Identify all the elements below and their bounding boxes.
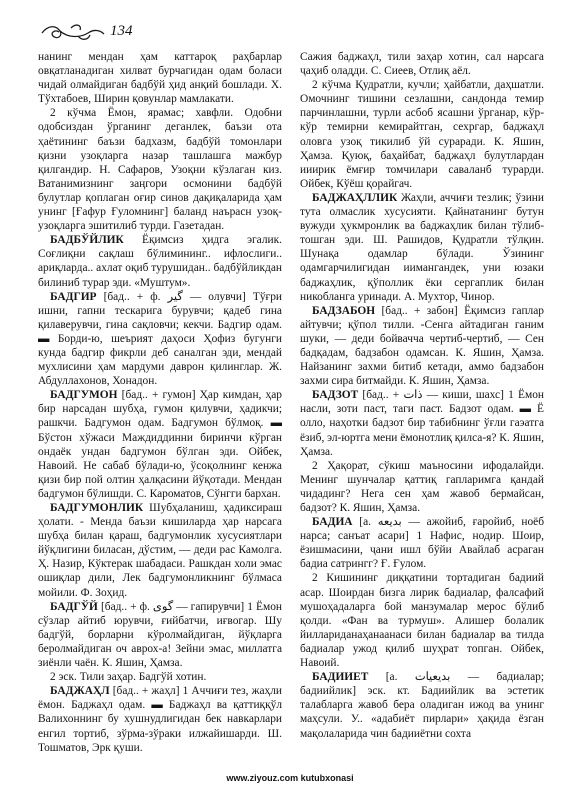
dictionary-entry [300,191,544,304]
entry-headword: БАДЖАҲЛ [50,685,110,698]
entry-headword: БАДБЎЙЛИК [50,234,124,247]
dictionary-entry [38,50,282,106]
left-column [38,50,282,755]
right-column [300,50,544,741]
entry-text: 2 Кишининг диққатини тортадиган бадиий асар. Шоирдан бизга лирик бадиалар, фалсафий мушоҳадаларга бой манзумалар мерос бўлиб қолди. «Фан ва турмуш». Алишер болалик йиллариданаҳанаанаси билан бадиалар ва тилда бадиалар ужод қилиб шуҳрат топган. Ойбек, Навоий. [300,572,544,670]
entry-headword: БАДЗОТ [312,389,359,402]
entry-text: [бад.. + забон] Ёқимсиз гаплар айтувчи; қўпол тилли. -Сенга айтадиган ганим шуки, — деди бойвачча чертиб-чертиб, — Сен бадқадам, бадзабон одамсан. К. Яшин, Ҳамза. Найзанинг захми битиб кетади, аммо бадзабон захми сира битмайди. К. Яшин, Ҳамза. [300,304,544,388]
dictionary-entry [300,459,544,515]
dictionary-entry [38,670,282,684]
entry-text: [бад.. + ذات — киши, шахс] 1 Ёмон насли, зоти паст, таги паст. Бадзот одам. ▬ Ё олло, наҳотки бадзот бир табибнинг ўғли гаэатга ёзиб, эл-юртга мени ёмонотлиқ қилса-я? К. Яшин, Ҳамза. [300,389,544,458]
entry-text: 2 кўчма Ёмон, ярамас; хавфли. Одобни одобсиздан ўрганинг деганлек, баъзи ота ҳаётининг баъзи бадхазм, бадбўй томонлари қизни узоқларга назар ташлашга мажбур қилгандир. Н. Сафаров, Узоқни кўзлаган киз. Ватанимизнинг заңгори осмонини бадбўй булутлар қоплаган оғир синов дақиқаларида ҳам унинг [Ғафур Ғуломнинг] баланд наърасн узоқ-узоқларга эшитилиб турди. Газетадан. [38,107,282,233]
page-header [38,22,558,44]
dictionary-entry [300,515,544,571]
dictionary-entry [300,571,544,670]
dictionary-entry [38,106,282,233]
entry-headword: БАДЖАҲЛЛИК [312,191,398,204]
entry-text: Сажия баджаҳл, тили заҳар хотин, сал нарсага ҷаҳиб оладди. С. Сиеев, Отлиқ аёл. [300,51,544,78]
entry-text: [а. بدیعیات — бадиалар; бадиийлик] эск. кт. Бадиийлик ва эстетик талабларга жавоб бера оладиган ижод ва унинг маҳсули. У.. «адабиёт пирлари» ҳақида ёзган мақолаларида чин бадииётни сохта [300,671,544,740]
entry-text: [а. بدیعه — ажойиб, ғаройиб, ноёб нарса; санъат асари] 1 Нафис, нодир. Шоир, ёзишмасини, ҷани ишл бўйи Авайлаб асраган бадиа сатрингг? Ғ. Ғулом. [300,516,544,571]
entry-text: 2 Ҳақорат, сўкиш маъносини ифодалайди. Менинг шунчалар қаттиқ гапларимга қандай чидадинг? Нега сен ҳам жавоб бермайсан, бадзот? К. Яшин, Ҳамза. [300,459,544,514]
entry-text: Шубҳаланиш, ҳадиксираш ҳолати. - Менда баъзи кишиларда ҳар нарсага шубҳа билан қараш, бадгумонлик хусусиятлари йўқлигини биласан, дўстим, — деди рас Камолга. Ҳ. Назир, Кўктерак шабадаси. Рашкдан холи эмас ошиқлар дили, Лек бадгумонликнинг бўлмаса мойили. Ф. Зоҳид. [38,502,282,599]
entry-headword: БАДИИЕТ [312,671,369,684]
entry-headword: БАДГУМОН [50,389,118,402]
entry-text: Жаҳли, аччиғи тезлик; ўзини тута олмаслик хусусияти. Қайнатанинг бутун вужуди ҳукмронлик ва баджаҳлик билан тўлиб-тошган эди. Ш. Рашидов, Қудратли тўлқин. Шунақа одамлар бўлади. Ўзининг одамгарчилигидан иимангандек, уни юзаки баджаҳлик, қўполлик ёки сергаплик билан никобланга уринади. А. Мухтор, Чинор. [300,191,544,303]
dictionary-entry [38,684,282,754]
entry-text: Ёқимсиз ҳидга эгалик. Соғлиқни сақлаш бўлимининг.. ифлослиги.. ариқларда.. ахлат оқиб турушидан.. бадбўйликдан билиниб турар эди. «Муштум». [38,234,282,289]
dictionary-entry [38,501,282,600]
page-footer: www.ziyouz.com kutubxonasi [226,773,354,783]
entry-text: нанинг мендан ҳам каттароқ раҳбарлар овқатланадиган хилват бурчагидан одам боласи чидай олмайдиган бадбўй ҳид анқий бошлади. Х. Тўхтабоев, Ширин қовунлар мамлакати. [38,51,282,106]
dictionary-entry [38,233,282,289]
entry-text: [бад.. + гумон] Ҳар кимдан, ҳар бир нарсадан шубҳа, гумон қилувчи, ҳадикчи; рашкчи. Бадгумон одам. Бадгумон бўлмоқ. ▬ Бўстон хўжаси Маждиддинни биринчи кўрган ондаёк ундан бадгумон бўлган эди. Ойбек, Навоий. Не сабаб бўлади-ю, ўсоқолнинг кенжа қизи бир пой олтин ҳалқасини йўқотади. Мендан бадгумон бўлишди. С. Кароматов, Сўнгги бархан. [38,389,282,500]
dictionary-entry [300,670,544,740]
dictionary-entry [300,50,544,78]
entry-text: 2 эск. Тили заҳар. Бадгўй хотин. [50,671,207,684]
dictionary-entry [38,388,282,501]
dictionary-entry [300,388,544,458]
entry-headword: БАДГИР [50,290,97,303]
dictionary-entry [300,304,544,389]
dictionary-entry [300,78,544,191]
entry-text: [бад.. + ф. گیر — олувчи] Тўғри ишни, гапни тескарига бурувчи; қадеб гина қилаверувчи, гина сақловчи; кекчи. Бадгир одам. ▬ Борди-ю, шеърият даҳоси Ҳофиз бугунги кунда бадгир фикрли деб саналган эди, мендай мухлисини ҳам мардуми даврон қилинглар. Ж. Абдуллахонов, Хонадон. [38,290,282,388]
entry-text: [бад.. + жаҳл] 1 Аччиғи тез, жаҳли ёмон. Баджаҳл одам. ▬ Баджаҳл ва қаттиққўл Валихоннинг бу хушнудлигидан бек навкарлари енгил тортиб, зўрма-зўраки илжайишарди. Ш. Тошматов, Эрк қуши. [38,685,282,754]
flourish-ornament-icon [38,22,108,44]
dictionary-entry [38,600,282,670]
dictionary-entry [38,290,282,389]
entry-text: 2 кўчма Қудратли, кучли; ҳайбатли, даҳшатли. Омочнинг тишини сезлашни, сандонда темир парчинлашни, турли асбоб ясашни ўрганар, кўр-кўр темирни кемирайтган, сехргар, баджаҳл оловга узоқ тикилиб ўй сураради. К. Яшин, Ҳамза. Қуюқ, баҳайбат, баджаҳл булутлардан ииирик ёмғир томчилари саваланб турарди. Ойбек, Кўёш қорайгач. [300,79,544,190]
entry-headword: БАДЗАБОН [312,304,376,317]
entry-headword: БАДГЎЙ [50,600,98,613]
entry-headword: БАДГУМОНЛИК [50,502,144,514]
page-number: 134 [110,23,133,39]
entry-text: [бад.. + ф. گوی — гапирувчи] 1 Ёмон сўзлар айтиб юрувчи, ғийбатчи, иғвогар. Шу бадгўй, борларни кўролмайдиган, йўқларга беролмайдиган оч аврох-а! Зейни эмас, миллатга зиёнли чаён. К. Яшин, Ҳамза. [38,600,282,670]
entry-headword: БАДИА [312,516,353,529]
